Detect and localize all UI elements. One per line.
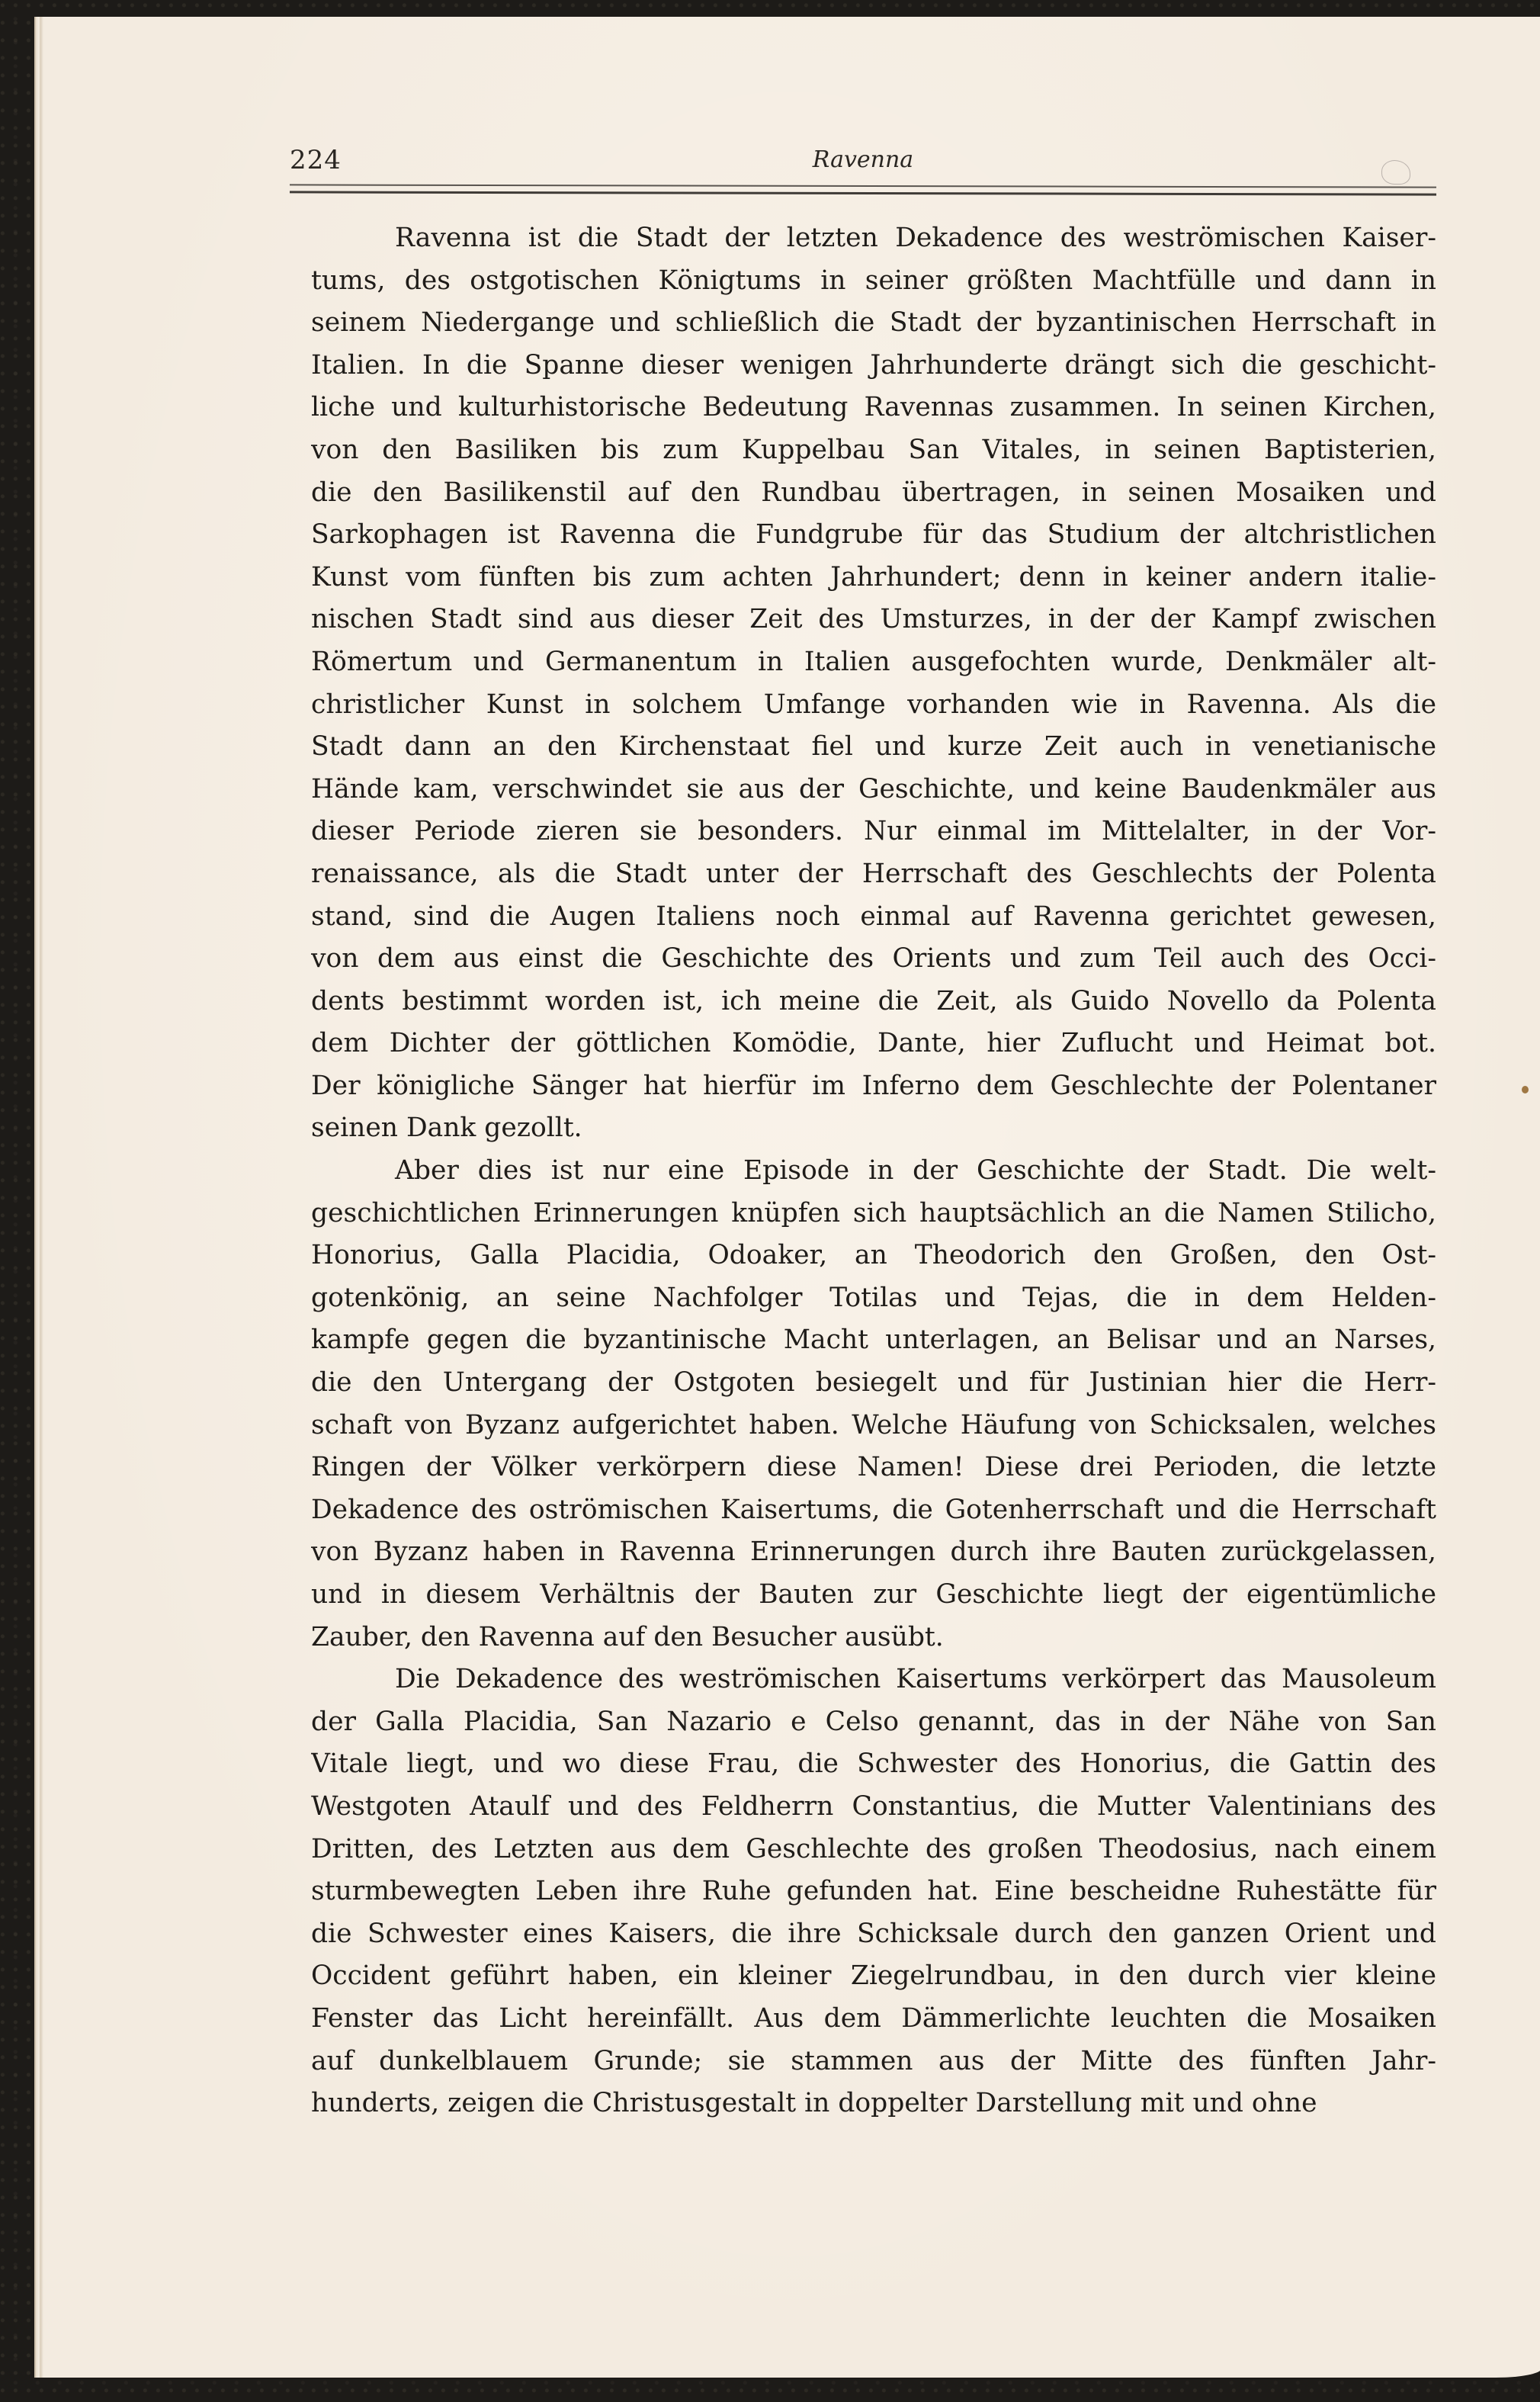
page-number: 224: [290, 145, 342, 175]
text-line: seinen Dank gezollt.: [311, 1113, 582, 1144]
text-line: christlicher Kunst in solchem Umfange vorhanden wie in Ravenna. Als die: [311, 689, 1436, 720]
text-line: sturmbewegten Leben ihre Ruhe gefunden hat. Eine bescheidne Ruhestätte für: [311, 1876, 1436, 1907]
text-line: gotenkönig, an seine Nachfolger Totilas und Tejas, die in dem Helden-: [311, 1282, 1436, 1313]
text-line: seinem Niedergange und schließlich die Stadt der byzantinischen Herrschaft in: [311, 307, 1436, 339]
text-line: dents bestimmt worden ist, ich meine die Zeit, als Guido Novello da Polenta: [311, 985, 1436, 1016]
text-line: Honorius, Galla Placidia, Odoaker, an Theodorich den Großen, den Ost-: [311, 1240, 1436, 1271]
text-line: dieser Periode zieren sie besonders. Nur einmal im Mittelalter, in der Vor-: [311, 816, 1436, 847]
text-line: dem Dichter der göttlichen Komödie, Dante, hier Zuflucht und Heimat bot.: [311, 1028, 1436, 1059]
text-line: und in diesem Verhältnis der Bauten zur Geschichte liegt der eigentümliche: [311, 1579, 1436, 1610]
text-line: Ravenna ist die Stadt der letzten Dekadence des weströmischen Kaiser-: [395, 223, 1436, 253]
text-line: Dekadence des oströmischen Kaisertums, die Gotenherrschaft und die Herrschaft: [311, 1494, 1436, 1525]
text-line: die den Basilikenstil auf den Rundbau übertragen, in seinen Mosaiken und: [311, 477, 1436, 508]
text-line: von dem aus einst die Geschichte des Orients und zum Teil auch des Occi-: [311, 943, 1436, 975]
text-line: die Schwester eines Kaisers, die ihre Schicksale durch den ganzen Orient und: [311, 1918, 1436, 1949]
text-line: die den Untergang der Ostgoten besiegelt und für Justinian hier die Herr-: [311, 1367, 1436, 1398]
text-line: der Galla Placidia, San Nazario e Celso genannt, das in der Nähe von San: [311, 1706, 1436, 1737]
text-line: nischen Stadt sind aus dieser Zeit des Umsturzes, in der der Kampf zwischen: [311, 604, 1436, 635]
text-line: von den Basiliken bis zum Kuppelbau San Vitales, in seinen Baptisterien,: [311, 434, 1436, 465]
text-line: Die Dekadence des weströmischen Kaisertums verkörpert das Mausoleum: [395, 1664, 1436, 1695]
paragraph: [311, 1150, 1436, 1659]
text-line: tums, des ostgotischen Königtums in seiner größten Machtfülle und dann in: [311, 265, 1436, 296]
paper-stain: [1522, 1086, 1529, 1093]
text-line: geschichtlichen Erinnerungen knüpfen sich hauptsächlich an die Namen Stilicho,: [311, 1197, 1436, 1228]
paragraph: [311, 1659, 1436, 2125]
text-line: auf dunkelblauem Grunde; sie stammen aus der Mitte des fünften Jahr-: [311, 2045, 1436, 2076]
text-line: Westgoten Ataulf und des Feldherrn Constantius, die Mutter Valentinians des: [311, 1790, 1436, 1822]
text-line: Ringen der Völker verkörpern diese Namen! Diese drei Perioden, die letzte: [311, 1452, 1436, 1483]
running-title: Ravenna: [812, 146, 914, 173]
text-line: Stadt dann an den Kirchenstaat fiel und kurze Zeit auch in venetianische: [311, 731, 1436, 763]
text-line: Fenster das Licht hereinfällt. Aus dem Dämmerlichte leuchten die Mosaiken: [311, 2002, 1436, 2034]
text-line: Hände kam, verschwindet sie aus der Geschichte, und keine Baudenkmäler aus: [311, 773, 1436, 804]
text-line: von Byzanz haben in Ravenna Erinnerungen durch ihre Bauten zurückgelassen,: [311, 1537, 1436, 1568]
text-line: Kunst vom fünften bis zum achten Jahrhundert; denn in keiner andern italie-: [311, 561, 1436, 592]
text-line: liche und kulturhistorische Bedeutung Ravennas zusammen. In seinen Kirchen,: [311, 392, 1436, 423]
text-line: schaft von Byzanz aufgerichtet haben. Welche Häufung von Schicksalen, welches: [311, 1409, 1436, 1440]
text-line: hunderts, zeigen die Christusgestalt in doppelter Darstellung mit und ohne: [311, 2088, 1317, 2119]
text-line: Italien. In die Spanne dieser wenigen Jahrhunderte drängt sich die geschicht-: [311, 349, 1436, 381]
text-line: Dritten, des Letzten aus dem Geschlechte des großen Theodosius, nach einem: [311, 1833, 1436, 1864]
paragraph: [311, 217, 1436, 1150]
page-edge: [36, 17, 43, 2378]
text-line: Aber dies ist nur eine Episode in der Geschichte der Stadt. Die welt-: [395, 1155, 1436, 1187]
text-line: Zauber, den Ravenna auf den Besucher ausübt.: [311, 1621, 944, 1652]
text-line: Römertum und Germanentum in Italien ausgefochten wurde, Denkmäler alt-: [311, 646, 1436, 677]
text-line: Vitale liegt, und wo diese Frau, die Schwester des Honorius, die Gattin des: [311, 1749, 1436, 1780]
text-line: Sarkophagen ist Ravenna die Fundgrube für das Studium der altchristlichen: [311, 519, 1436, 551]
text-line: Occident geführt haben, ein kleiner Ziegelrundbau, in den durch vier kleine: [311, 1960, 1436, 1992]
body-text: [311, 217, 1436, 2125]
text-line: stand, sind die Augen Italiens noch einmal auf Ravenna gerichtet gewesen,: [311, 901, 1436, 932]
text-line: kampfe gegen die byzantinische Macht unterlagen, an Belisar und an Narses,: [311, 1325, 1436, 1356]
text-line: renaissance, als die Stadt unter der Herrschaft des Geschlechts der Polenta: [311, 858, 1436, 889]
text-line: Der königliche Sänger hat hierfür im Inferno dem Geschlechte der Polentaner: [311, 1070, 1436, 1101]
